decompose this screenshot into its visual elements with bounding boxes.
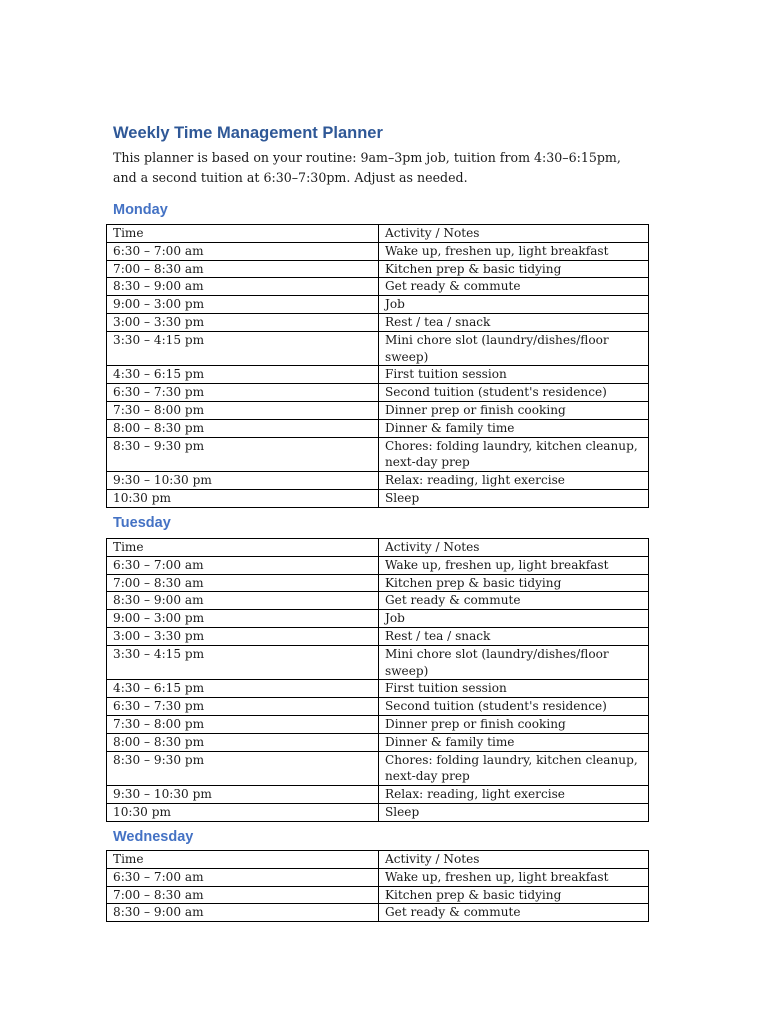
time-cell: 8:30 – 9:30 pm [107,437,379,472]
column-header-time: Time [107,225,379,243]
schedule-table-tuesday [106,538,649,822]
activity-cell: Mini chore slot (laundry/dishes/floor sweep) [379,331,649,366]
time-cell: 6:30 – 7:00 am [107,556,379,574]
table-row [107,680,649,698]
table-row [107,242,649,260]
time-cell: 6:30 – 7:30 pm [107,384,379,402]
table-row [107,401,649,419]
time-cell: 3:00 – 3:30 pm [107,313,379,331]
time-cell: 8:30 – 9:00 am [107,278,379,296]
activity-cell: Get ready & commute [379,278,649,296]
table-row [107,610,649,628]
table-row [107,472,649,490]
table-row [107,715,649,733]
table-row [107,698,649,716]
table-row [107,803,649,821]
column-header-time: Time [107,539,379,557]
table-row [107,627,649,645]
time-cell: 8:30 – 9:30 pm [107,751,379,786]
activity-cell: Sleep [379,803,649,821]
table-header-row [107,539,649,557]
time-cell: 10:30 pm [107,489,379,507]
time-cell: 7:00 – 8:30 am [107,574,379,592]
table-row [107,868,649,886]
schedule-table-wednesday [106,850,649,922]
time-cell: 3:30 – 4:15 pm [107,645,379,680]
intro-paragraph: This planner is based on your routine: 9am–3pm job, tuition from 4:30–6:15pm, and a second tuition at 6:30–7:30pm. Adjust as needed. [113,150,621,185]
activity-cell: Kitchen prep & basic tidying [379,886,649,904]
activity-cell: Relax: reading, light exercise [379,786,649,804]
activity-cell: Wake up, freshen up, light breakfast [379,242,649,260]
time-cell: 3:30 – 4:15 pm [107,331,379,366]
table-row [107,419,649,437]
schedule-table-monday [106,224,649,508]
activity-cell: Dinner & family time [379,419,649,437]
table-row [107,592,649,610]
activity-cell: Second tuition (student's residence) [379,384,649,402]
time-cell: 6:30 – 7:30 pm [107,698,379,716]
time-cell: 9:30 – 10:30 pm [107,786,379,804]
activity-cell: Kitchen prep & basic tidying [379,260,649,278]
day-heading-monday: Monday [113,202,168,218]
time-cell: 7:30 – 8:00 pm [107,401,379,419]
table-row [107,574,649,592]
time-cell: 8:30 – 9:00 am [107,592,379,610]
table-row [107,751,649,786]
table-row [107,904,649,922]
activity-cell: Chores: folding laundry, kitchen cleanup, next-day prep [379,751,649,786]
activity-cell: Kitchen prep & basic tidying [379,574,649,592]
document-title: Weekly Time Management Planner [113,124,383,142]
table-header-row [107,851,649,869]
activity-cell: Job [379,610,649,628]
table-row [107,886,649,904]
table-row [107,313,649,331]
column-header-activity: Activity / Notes [379,539,649,557]
time-cell: 7:30 – 8:00 pm [107,715,379,733]
time-cell: 9:30 – 10:30 pm [107,472,379,490]
table-row [107,278,649,296]
table-row [107,296,649,314]
activity-cell: Get ready & commute [379,592,649,610]
table-row [107,733,649,751]
time-cell: 4:30 – 6:15 pm [107,680,379,698]
activity-cell: Dinner prep or finish cooking [379,401,649,419]
activity-cell: Rest / tea / snack [379,627,649,645]
time-cell: 7:00 – 8:30 am [107,886,379,904]
column-header-time: Time [107,851,379,869]
activity-cell: Relax: reading, light exercise [379,472,649,490]
time-cell: 9:00 – 3:00 pm [107,610,379,628]
column-header-activity: Activity / Notes [379,851,649,869]
activity-cell: Wake up, freshen up, light breakfast [379,556,649,574]
column-header-activity: Activity / Notes [379,225,649,243]
activity-cell: Mini chore slot (laundry/dishes/floor sweep) [379,645,649,680]
time-cell: 6:30 – 7:00 am [107,242,379,260]
activity-cell: Dinner & family time [379,733,649,751]
activity-cell: First tuition session [379,366,649,384]
activity-cell: First tuition session [379,680,649,698]
day-heading-tuesday: Tuesday [113,515,171,531]
table-row [107,366,649,384]
table-row [107,556,649,574]
activity-cell: Get ready & commute [379,904,649,922]
activity-cell: Second tuition (student's residence) [379,698,649,716]
table-row [107,384,649,402]
time-cell: 9:00 – 3:00 pm [107,296,379,314]
table-row [107,331,649,366]
table-row [107,437,649,472]
table-header-row [107,225,649,243]
table-row [107,489,649,507]
day-heading-wednesday: Wednesday [113,829,194,845]
activity-cell: Sleep [379,489,649,507]
table-row [107,786,649,804]
time-cell: 10:30 pm [107,803,379,821]
table-row [107,645,649,680]
time-cell: 8:00 – 8:30 pm [107,733,379,751]
activity-cell: Wake up, freshen up, light breakfast [379,868,649,886]
time-cell: 6:30 – 7:00 am [107,868,379,886]
activity-cell: Rest / tea / snack [379,313,649,331]
activity-cell: Chores: folding laundry, kitchen cleanup, next-day prep [379,437,649,472]
activity-cell: Dinner prep or finish cooking [379,715,649,733]
time-cell: 8:30 – 9:00 am [107,904,379,922]
time-cell: 4:30 – 6:15 pm [107,366,379,384]
time-cell: 8:00 – 8:30 pm [107,419,379,437]
table-row [107,260,649,278]
time-cell: 3:00 – 3:30 pm [107,627,379,645]
activity-cell: Job [379,296,649,314]
time-cell: 7:00 – 8:30 am [107,260,379,278]
